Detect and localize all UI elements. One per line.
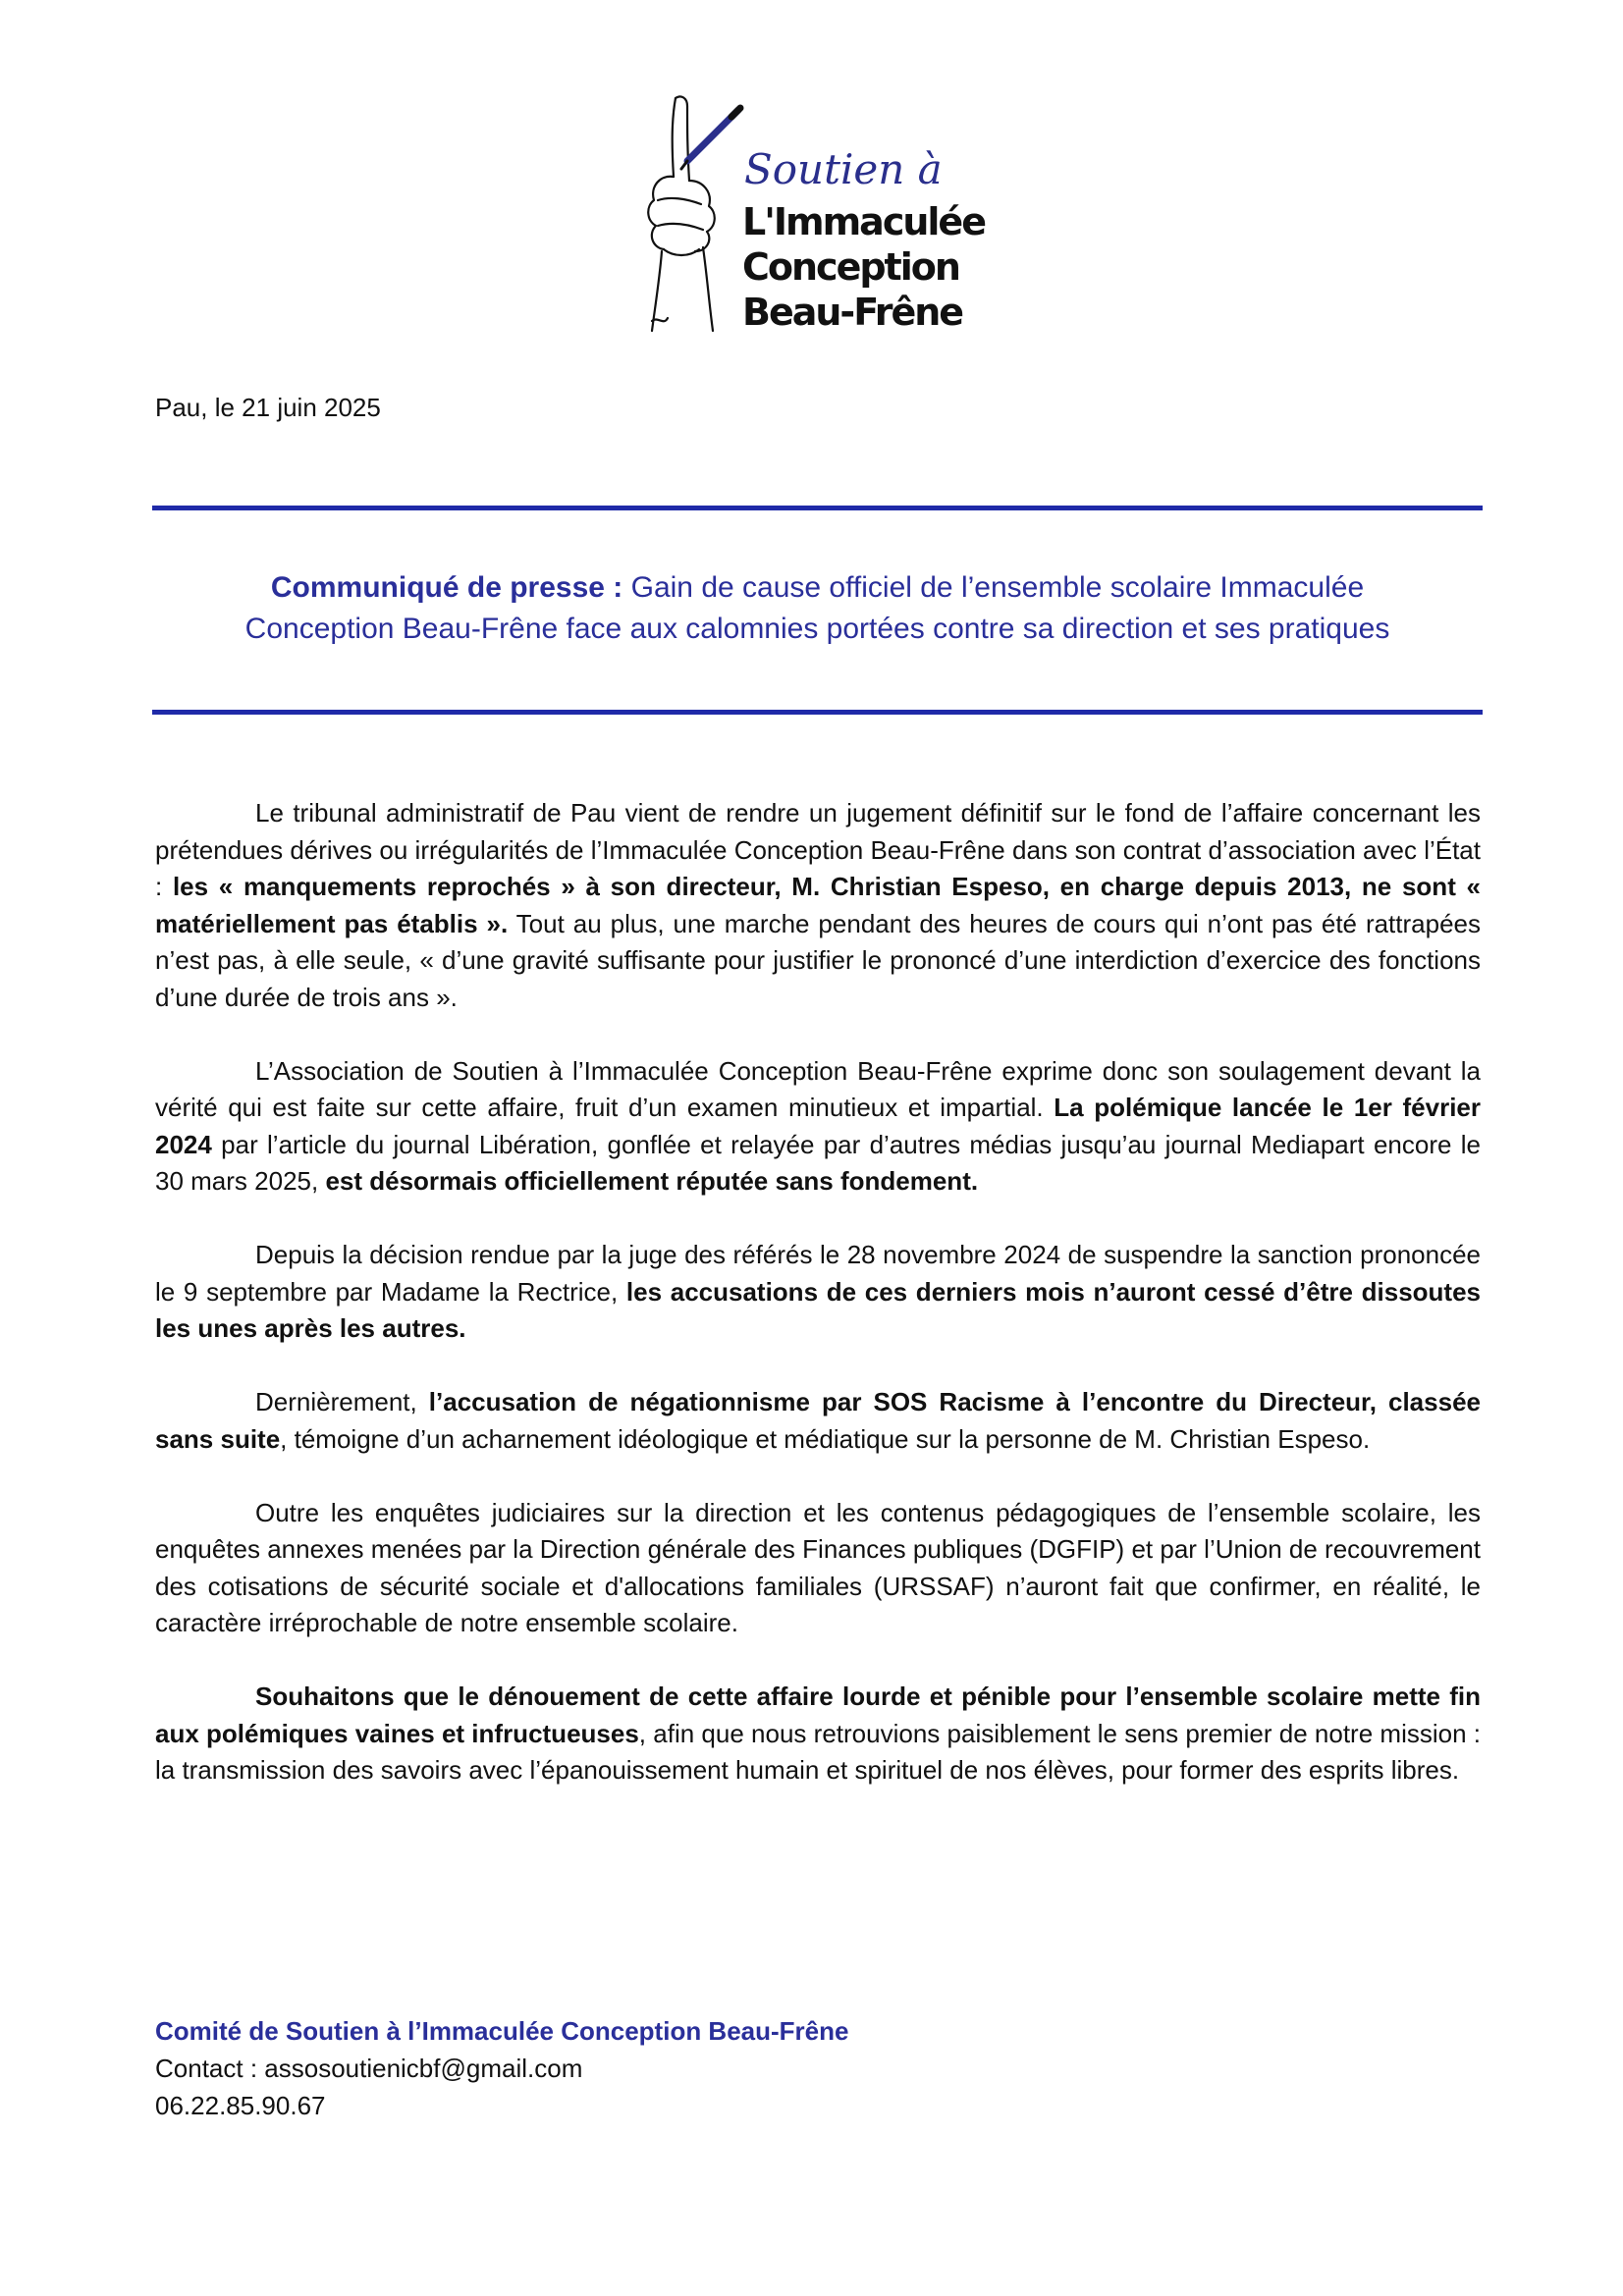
header-divider-top [152,506,1483,510]
paragraph-text: par l’article du journal Libération, gonflée et relayée par d’autres médias jusqu’au journal Mediapart encore le 30 mars 2025, [155,1129,1481,1196]
body-paragraph [155,1237,1481,1348]
body-paragraph [155,795,1481,1016]
signature-block [155,2012,848,2124]
paragraph-emphasis: est désormais officiellement réputée sans fondement. [325,1166,979,1196]
paragraph-emphasis: les « manquements reprochés » à son directeur, M. Christian Espeso, en charge depuis 2013, ne sont « matériellement pas établis ». [155,872,1482,938]
headline-label: Communiqué de presse : [270,571,623,604]
header-divider-bottom [152,710,1483,715]
paragraph-text: Outre les enquêtes judiciaires sur la direction et les contenus pédagogiques de l’ensemble scolaire, les enquêtes annexes menées par la Direction générale des Finances publiques (DGFIP) et par l’Union de recouvrement des cotisations de sécurité sociale et d'allocations familiales (URSSAF) n’auront fait que confirmer, en réalité, le caractère irréprochable de notre ensemble scolaire. [155,1497,1481,1637]
paragraph-text: Le tribunal administratif de Pau vient de rendre un jugement définitif sur le fond de l’affaire concernant les prétendues dérives ou irrégularités de l’Immaculée Conception Beau-Frêne dans son contrat d’association avec l’État : [155,798,1481,901]
press-release-body [155,795,1481,1826]
paragraph-text: , témoigne d’un acharnement idéologique et médiatique sur la personne de M. Christian Espeso. [280,1423,1371,1454]
raised-hand-pen-icon [638,90,746,336]
contact-phone: 06.22.85.90.67 [155,2091,326,2120]
press-release-headline [152,567,1483,650]
paragraph-emphasis: les accusations de ces derniers mois n’auront cessé d’être dissoutes les unes après les autres. [155,1276,1481,1343]
paragraph-text: Dernièrement, [255,1387,429,1416]
logo-title-line: Beau-Frêne [742,291,963,334]
paragraph-text: L’Association de Soutien à l’Immaculée Conception Beau-Frêne exprime donc son soulagement devant la vérité qui est faite sur cette affaire, fruit d’un examen minutieux et impartial. [155,1055,1481,1122]
paragraph-text: Tout au plus, une marche pendant des heures de cours qui n’ont pas été rattrapées n’est pas, à elle seule, « d’une gravité suffisante pour justifier le prononcé d’une interdiction d’exercice des fonctions d’une durée de trois ans ». [155,908,1482,1012]
headline-text: Conception Beau-Frêne face aux calomnies portées contre sa direction et ses pratiques [244,613,1390,645]
paragraph-emphasis: La polémique lancée le 1er février 2024 [155,1093,1481,1159]
logo-title-line: L'Immaculée [742,200,985,243]
logo-script-text: Soutien à [744,145,943,193]
body-paragraph [155,1495,1481,1642]
paragraph-emphasis: Souhaitons que le dénouement de cette affaire lourde et pénible pour l’ensemble scolaire mette fin aux polémiques vaines et infructueuses [155,1682,1481,1748]
paragraph-text: Depuis la décision rendue par la juge des référés le 28 novembre 2024 de suspendre la sanction prononcée le 9 septembre par Madame la Rectrice, [155,1240,1481,1307]
body-paragraph [155,1053,1481,1201]
logo-title-line: Conception [742,245,959,289]
contact-email: Contact : assosoutienicbf@gmail.com [155,2054,583,2083]
body-paragraph [155,1679,1481,1789]
headline-text: Gain de cause officiel de l’ensemble scolaire Immaculée [630,571,1365,604]
paragraph-emphasis: l’accusation de négationnisme par SOS Racisme à l’encontre du Directeur, classée sans suite [155,1387,1481,1454]
paragraph-text: , afin que nous retrouvions paisiblement le sens premier de notre mission : la transmission des savoirs avec l’épanouissement humain et spirituel de nos élèves, pour former des esprits libres. [155,1718,1482,1785]
signature-name: Comité de Soutien à l’Immaculée Conception Beau-Frêne [155,2016,849,2046]
body-paragraph [155,1384,1481,1458]
association-logo [638,90,985,336]
document-date: Pau, le 21 juin 2025 [155,393,381,422]
